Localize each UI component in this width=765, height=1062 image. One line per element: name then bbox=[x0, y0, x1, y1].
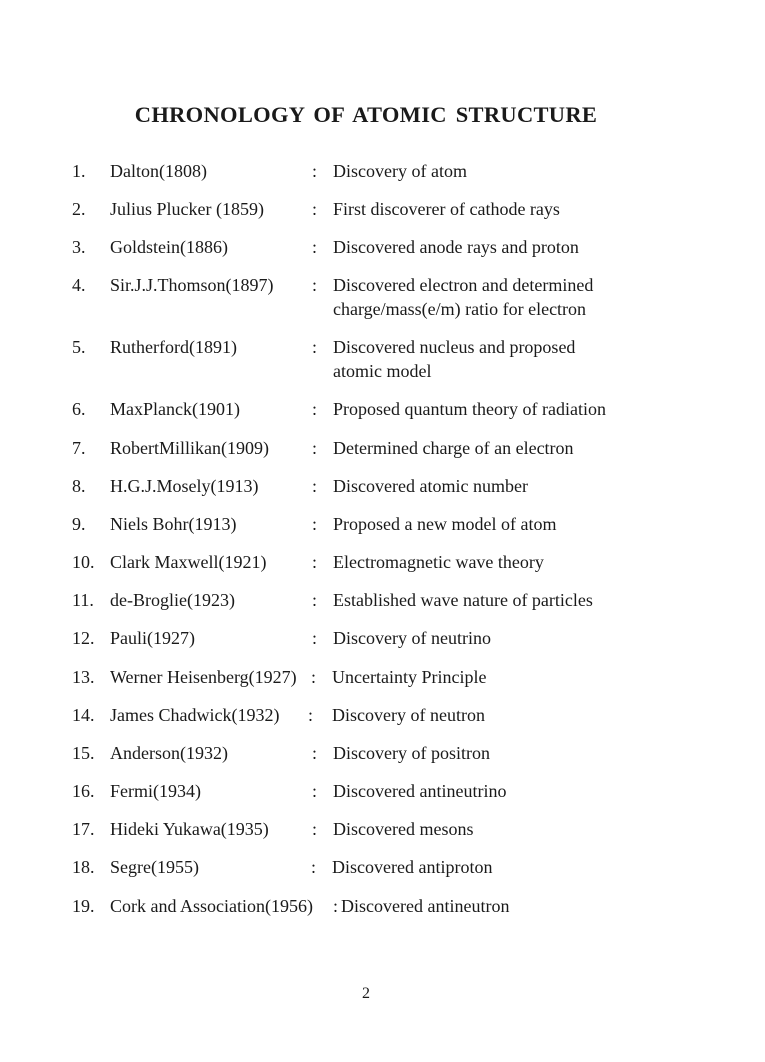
scientist-name: Clark Maxwell(1921) bbox=[110, 552, 267, 572]
scientist-name: Hideki Yukawa(1935) bbox=[110, 819, 269, 839]
discovery-description: Determined charge of an electron bbox=[333, 438, 574, 458]
scientist-name: Segre(1955) bbox=[110, 857, 199, 877]
item-number: 12. bbox=[72, 628, 95, 648]
discovery-description: Discovered mesons bbox=[333, 819, 474, 839]
separator: : bbox=[312, 781, 318, 801]
scientist-name: H.G.J.Mosely(1913) bbox=[110, 476, 259, 496]
separator: : bbox=[311, 667, 317, 687]
separator: : bbox=[312, 552, 318, 572]
item-number: 9. bbox=[72, 514, 86, 534]
scientist-name: Sir.J.J.Thomson(1897) bbox=[110, 275, 274, 295]
discovery-description: Electromagnetic wave theory bbox=[333, 552, 544, 572]
scientist-name: Dalton(1808) bbox=[110, 161, 207, 181]
item-number: 2. bbox=[72, 199, 86, 219]
separator: : bbox=[312, 743, 318, 763]
scientist-name: James Chadwick(1932) bbox=[110, 705, 280, 725]
scientist-name: Anderson(1932) bbox=[110, 743, 228, 763]
separator: : bbox=[312, 237, 318, 257]
separator: : bbox=[312, 399, 318, 419]
scientist-name: de-Broglie(1923) bbox=[110, 590, 235, 610]
separator: : bbox=[333, 896, 339, 916]
item-number: 17. bbox=[72, 819, 95, 839]
separator: : bbox=[312, 590, 318, 610]
scientist-name: Fermi(1934) bbox=[110, 781, 201, 801]
separator: : bbox=[312, 438, 318, 458]
item-number: 18. bbox=[72, 857, 95, 877]
discovery-description: Established wave nature of particles bbox=[333, 590, 593, 610]
item-number: 16. bbox=[72, 781, 95, 801]
scientist-name: Niels Bohr(1913) bbox=[110, 514, 237, 534]
discovery-description: First discoverer of cathode rays bbox=[333, 199, 560, 219]
page-number: 2 bbox=[362, 985, 370, 1002]
discovery-description: Discovered electron and determined charge/mass(e/m) ratio for electron bbox=[333, 275, 594, 319]
separator: : bbox=[312, 275, 318, 295]
scientist-name: Goldstein(1886) bbox=[110, 237, 228, 257]
item-number: 15. bbox=[72, 743, 95, 763]
discovery-description: Uncertainty Principle bbox=[332, 667, 487, 687]
discovery-description: Discovered anode rays and proton bbox=[333, 237, 579, 257]
discovery-description: Discovery of atom bbox=[333, 161, 467, 181]
item-number: 10. bbox=[72, 552, 95, 572]
scientist-name: Rutherford(1891) bbox=[110, 337, 237, 357]
discovery-description: Proposed a new model of atom bbox=[333, 514, 557, 534]
item-number: 14. bbox=[72, 705, 95, 725]
discovery-description: Proposed quantum theory of radiation bbox=[333, 399, 606, 419]
discovery-description: Discovered antiproton bbox=[332, 857, 493, 877]
scientist-name: RobertMillikan(1909) bbox=[110, 438, 269, 458]
item-number: 13. bbox=[72, 667, 95, 687]
separator: : bbox=[312, 514, 318, 534]
separator: : bbox=[312, 476, 318, 496]
discovery-description: Discovered antineutron bbox=[341, 896, 510, 916]
scientist-name: Julius Plucker (1859) bbox=[110, 199, 264, 219]
scientist-name: MaxPlanck(1901) bbox=[110, 399, 240, 419]
discovery-description: Discovery of neutrino bbox=[333, 628, 491, 648]
item-number: 7. bbox=[72, 438, 86, 458]
discovery-description: Discovered nucleus and proposed atomic model bbox=[333, 337, 576, 381]
item-number: 19. bbox=[72, 896, 95, 916]
discovery-description: Discovered antineutrino bbox=[333, 781, 507, 801]
separator: : bbox=[312, 819, 318, 839]
separator: : bbox=[312, 199, 318, 219]
item-number: 6. bbox=[72, 399, 86, 419]
page-title: CHRONOLOGY OF ATOMIC STRUCTURE bbox=[134, 102, 598, 127]
item-number: 4. bbox=[72, 275, 86, 295]
separator: : bbox=[312, 628, 318, 648]
item-number: 11. bbox=[72, 590, 94, 610]
scientist-name: Cork and Association(1956) bbox=[110, 896, 313, 916]
item-number: 1. bbox=[72, 161, 86, 181]
item-number: 3. bbox=[72, 237, 86, 257]
scientist-name: Werner Heisenberg(1927) bbox=[110, 667, 297, 687]
discovery-description: Discovered atomic number bbox=[333, 476, 528, 496]
discovery-description: Discovery of positron bbox=[333, 743, 490, 763]
separator: : bbox=[311, 857, 317, 877]
discovery-description: Discovery of neutron bbox=[332, 705, 485, 725]
separator: : bbox=[312, 337, 318, 357]
separator: : bbox=[312, 161, 318, 181]
scientist-name: Pauli(1927) bbox=[110, 628, 195, 648]
item-number: 5. bbox=[72, 337, 86, 357]
separator: : bbox=[308, 705, 314, 725]
item-number: 8. bbox=[72, 476, 86, 496]
